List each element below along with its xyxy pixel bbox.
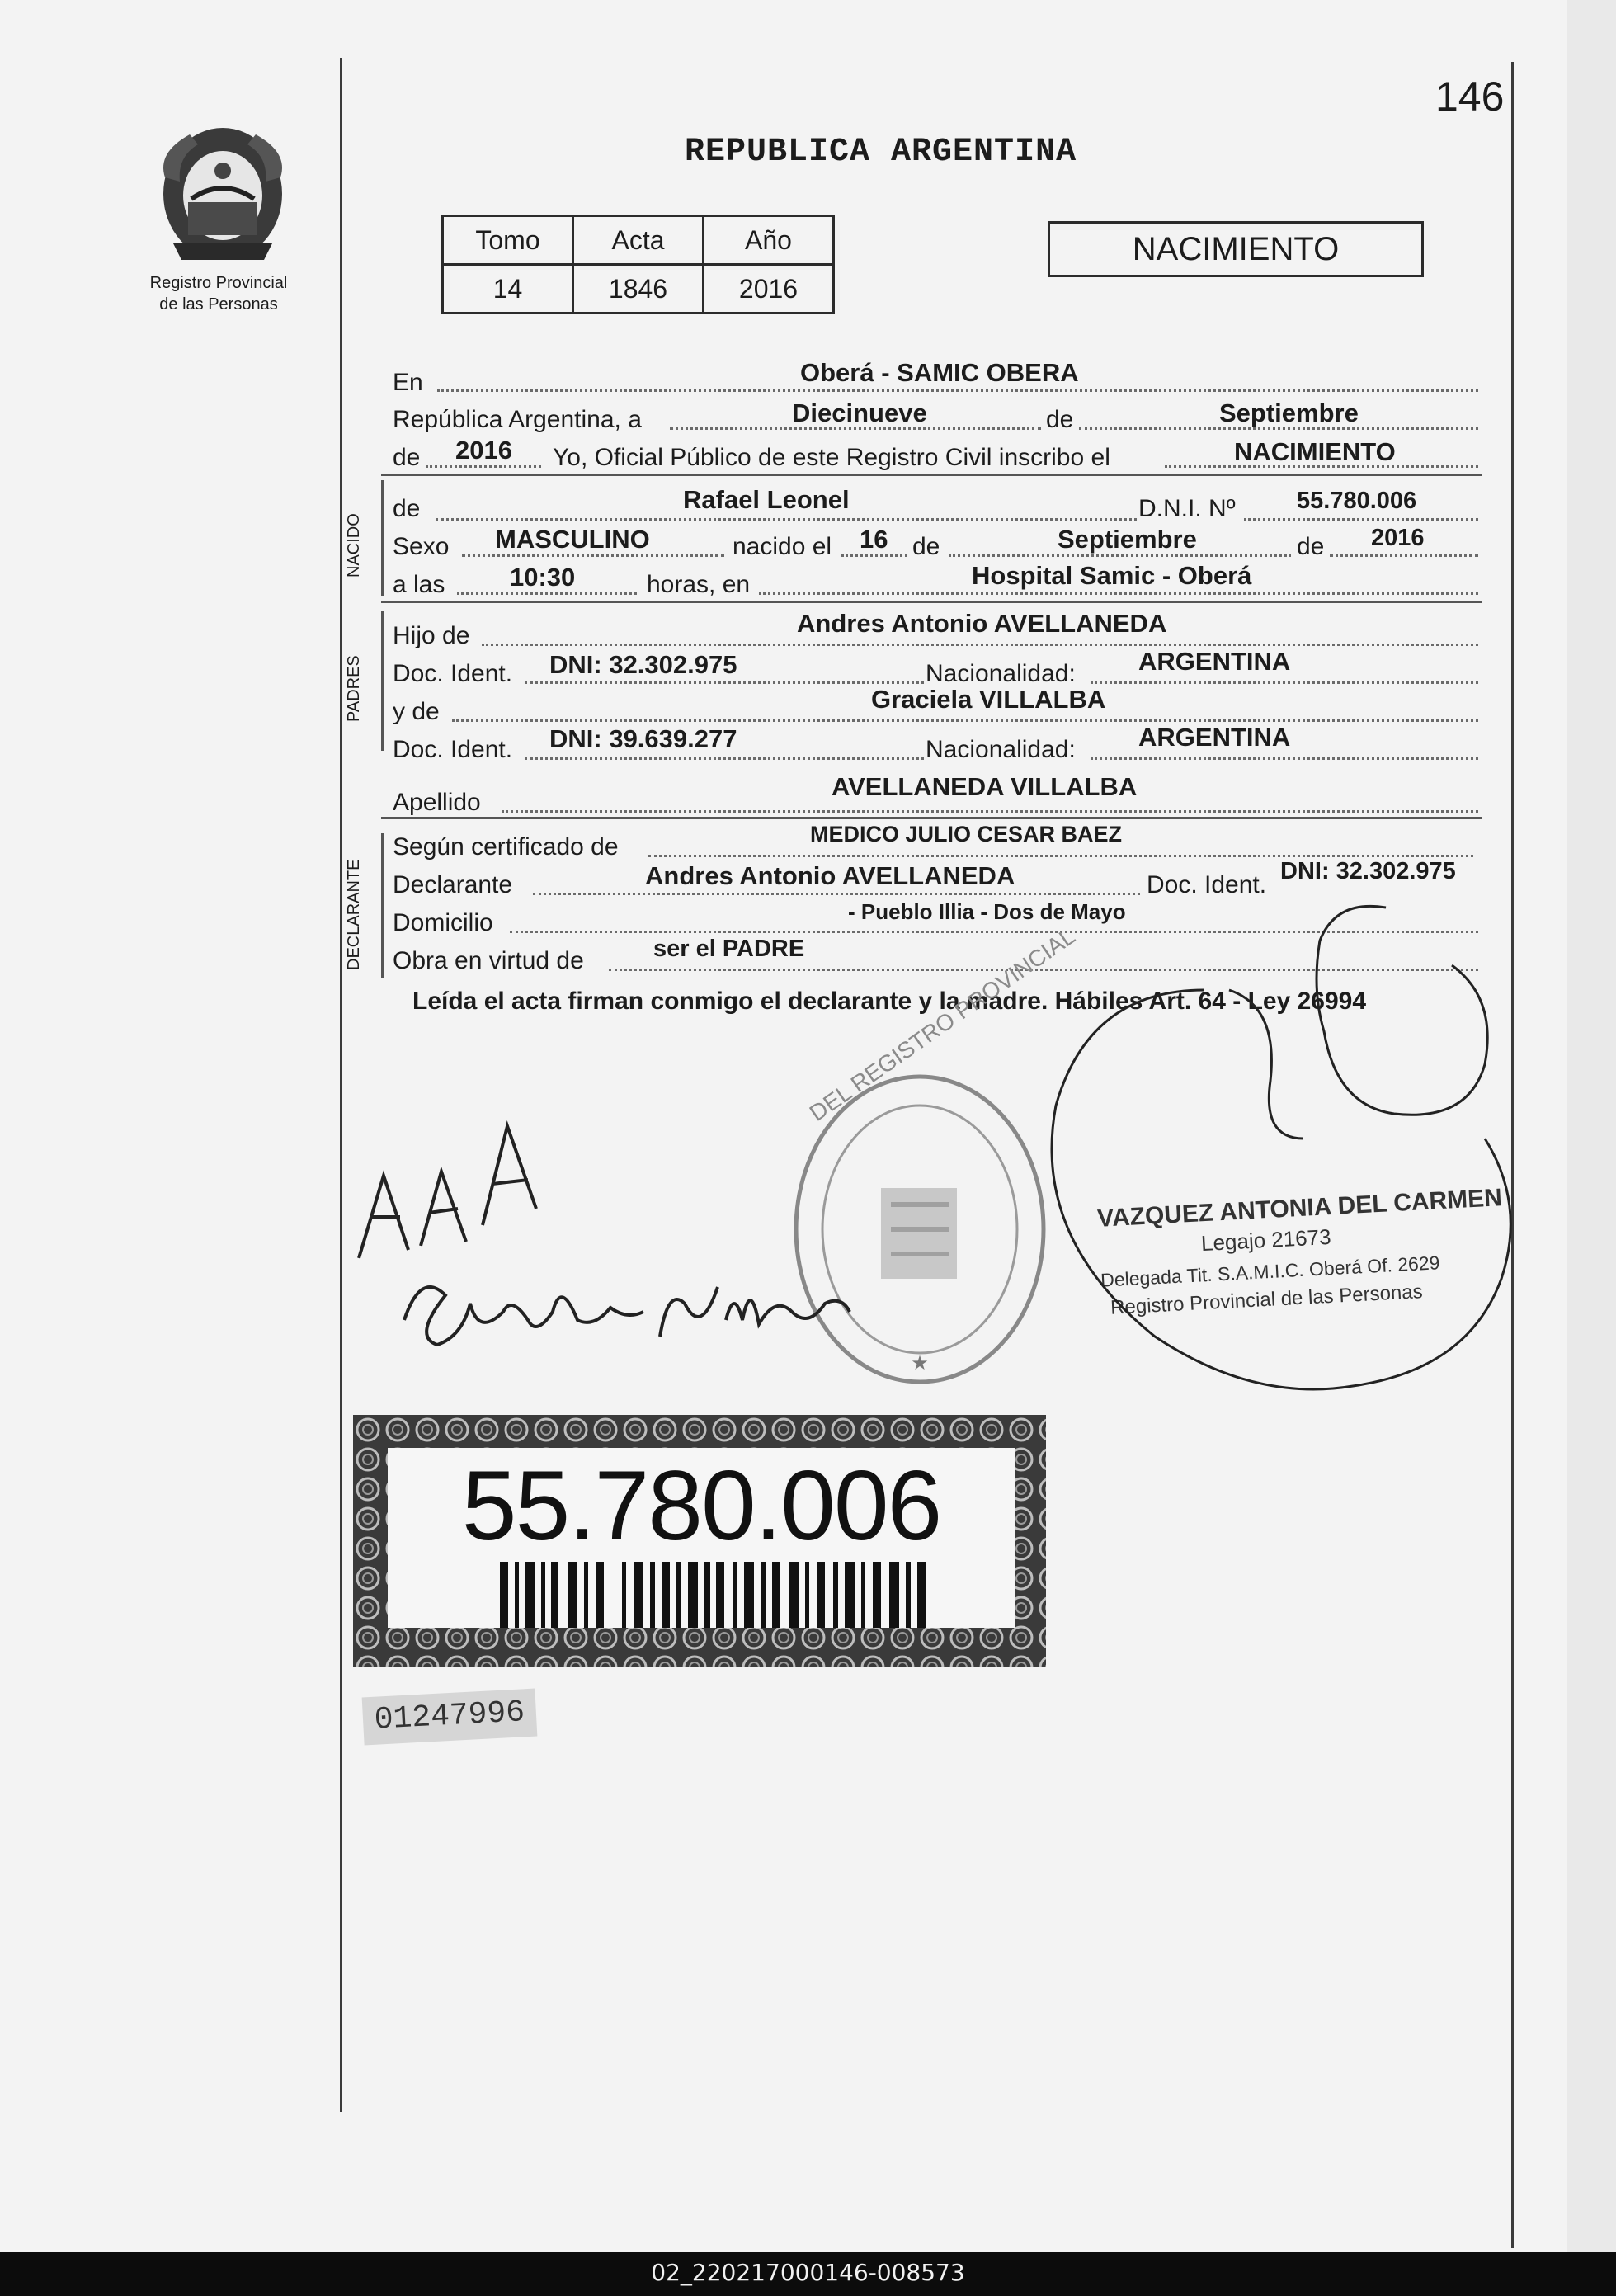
value-acta: 1846 bbox=[573, 265, 704, 314]
official-office: Delegada Tit. S.A.M.I.C. Oberá Of. 2629 bbox=[1100, 1252, 1441, 1291]
separator-line bbox=[381, 474, 1482, 476]
footer-code: 02_220217000146-008573 bbox=[651, 2259, 965, 2286]
label-sexo: Sexo bbox=[393, 533, 450, 560]
dots bbox=[436, 518, 1137, 521]
value-hora: 10:30 bbox=[510, 563, 576, 592]
official-signature-icon bbox=[1039, 891, 1534, 1427]
left-margin-line bbox=[340, 58, 342, 2112]
label-en: En bbox=[393, 369, 423, 396]
dots bbox=[426, 465, 541, 468]
label-apellido: Apellido bbox=[393, 789, 481, 816]
initials-signature-icon bbox=[351, 1110, 565, 1266]
section-bar-nacido bbox=[381, 480, 384, 596]
dots bbox=[1244, 518, 1478, 521]
value-apellido: AVELLANEDA VILLALBA bbox=[832, 772, 1138, 801]
label-dni-n: D.N.I. Nº bbox=[1138, 495, 1236, 522]
official-name: VAZQUEZ ANTONIA DEL CARMEN bbox=[1096, 1184, 1503, 1233]
official-legajo: Legajo 21673 bbox=[1200, 1223, 1332, 1256]
label-oficial: Yo, Oficial Público de este Registro Civil inscribo el bbox=[553, 444, 1110, 471]
label-republica: República Argentina, a bbox=[393, 406, 642, 433]
value-lugar: Oberá - SAMIC OBERA bbox=[800, 358, 1079, 387]
value-madre: Graciela VILLALBA bbox=[871, 685, 1106, 714]
label-declarante: Declarante bbox=[393, 871, 513, 898]
dots bbox=[841, 554, 907, 557]
dni-barcode-sticker bbox=[353, 1415, 1046, 1667]
label-de-nac-mes: de bbox=[912, 533, 940, 560]
header-tomo: Tomo bbox=[443, 216, 573, 265]
value-sexo: MASCULINO bbox=[495, 525, 650, 554]
dots bbox=[648, 855, 1473, 857]
dots bbox=[1091, 681, 1478, 684]
label-a-las: a las bbox=[393, 571, 445, 598]
footer-bar bbox=[0, 2252, 1616, 2296]
label-de-mes: de bbox=[1046, 406, 1074, 433]
barcode-icon bbox=[500, 1562, 929, 1628]
label-obra: Obra en virtud de bbox=[393, 947, 584, 974]
section-bar-padres bbox=[381, 611, 384, 751]
dots bbox=[949, 554, 1291, 557]
registry-line-1: Registro Provincial bbox=[149, 274, 288, 292]
value-nac-mes: Septiembre bbox=[1058, 525, 1197, 554]
value-dni: 55.780.006 bbox=[1297, 488, 1417, 514]
dots bbox=[452, 719, 1478, 722]
value-madre-nac: ARGENTINA bbox=[1138, 723, 1291, 752]
dots bbox=[457, 592, 637, 595]
value-padre: Andres Antonio AVELLANEDA bbox=[797, 609, 1167, 638]
label-horas-en: horas, en bbox=[647, 571, 751, 598]
value-anio: 2016 bbox=[455, 436, 512, 464]
record-table bbox=[441, 215, 835, 314]
separator-line bbox=[381, 601, 1482, 603]
svg-text:★: ★ bbox=[911, 1352, 929, 1374]
label-doc-ident-madre: Doc. Ident. bbox=[393, 736, 513, 763]
dots bbox=[525, 757, 924, 760]
dots bbox=[525, 681, 924, 684]
closing-note: Leída el acta firman conmigo el declarante y la madre. Hábiles Art. 64 - Ley 26994 bbox=[412, 988, 1367, 1015]
label-de-anio: de bbox=[393, 444, 421, 471]
value-obra: ser el PADRE bbox=[653, 936, 805, 962]
dots bbox=[1091, 757, 1478, 760]
label-doc-ident-declarante: Doc. Ident. bbox=[1147, 871, 1267, 898]
value-madre-doc: DNI: 39.639.277 bbox=[549, 724, 737, 753]
svg-text:DEL REGISTRO PROVINCIAL: DEL REGISTRO PROVINCIAL bbox=[804, 922, 1080, 1126]
value-padre-doc: DNI: 32.302.975 bbox=[549, 650, 737, 679]
separator-line bbox=[381, 817, 1482, 819]
dots bbox=[482, 644, 1478, 646]
header-anio: Año bbox=[704, 216, 834, 265]
value-nombre: Rafael Leonel bbox=[683, 485, 850, 514]
page-number: 146 bbox=[1435, 73, 1505, 120]
label-doc-ident-padre: Doc. Ident. bbox=[393, 660, 513, 687]
section-label-nacido: NACIDO bbox=[345, 513, 363, 578]
value-declarante-doc: DNI: 32.302.975 bbox=[1280, 858, 1456, 884]
label-nacionalidad-padre: Nacionalidad: bbox=[926, 660, 1076, 687]
section-label-padres: PADRES bbox=[345, 655, 363, 722]
label-y-de: y de bbox=[393, 698, 440, 725]
label-de-nac-anio: de bbox=[1297, 533, 1325, 560]
label-hijo-de: Hijo de bbox=[393, 622, 470, 649]
mother-signature-icon bbox=[388, 1262, 858, 1361]
section-bar-declarante bbox=[381, 833, 384, 978]
dots bbox=[462, 554, 724, 557]
misiones-coat-of-arms-icon bbox=[140, 120, 305, 268]
dots bbox=[437, 389, 1478, 392]
value-padre-nac: ARGENTINA bbox=[1138, 647, 1291, 676]
label-nacionalidad-madre: Nacionalidad: bbox=[926, 736, 1076, 763]
registry-line-2: de las Personas bbox=[159, 295, 278, 314]
label-de-nombre: de bbox=[393, 495, 421, 522]
dots bbox=[759, 592, 1478, 595]
value-lugar-nac: Hospital Samic - Oberá bbox=[972, 561, 1252, 590]
value-mes: Septiembre bbox=[1219, 398, 1359, 427]
document-title: REPUBLICA ARGENTINA bbox=[685, 134, 1077, 171]
value-declarante: Andres Antonio AVELLANEDA bbox=[645, 861, 1015, 890]
record-type-box: NACIMIENTO bbox=[1048, 221, 1424, 277]
value-nac-dia: 16 bbox=[860, 525, 888, 554]
dots bbox=[1330, 554, 1478, 557]
value-dia: Diecinueve bbox=[792, 398, 927, 427]
registry-name bbox=[107, 272, 330, 315]
value-certificado: MEDICO JULIO CESAR BAEZ bbox=[810, 822, 1123, 846]
barcode-number: 55.780.006 bbox=[461, 1450, 941, 1561]
official-registry: Registro Provincial de las Personas bbox=[1110, 1280, 1424, 1319]
value-domicilio: - Pueblo Illia - Dos de Mayo bbox=[848, 899, 1126, 924]
label-segun: Según certificado de bbox=[393, 833, 619, 860]
serial-number: 01247996 bbox=[362, 1689, 538, 1746]
dots bbox=[502, 810, 1478, 813]
value-tomo: 14 bbox=[443, 265, 573, 314]
value-nac-anio: 2016 bbox=[1371, 525, 1425, 551]
value-anio: 2016 bbox=[704, 265, 834, 314]
label-domicilio: Domicilio bbox=[393, 909, 493, 936]
value-acto: NACIMIENTO bbox=[1234, 437, 1396, 466]
header-acta: Acta bbox=[573, 216, 704, 265]
section-label-declarante: DECLARANTE bbox=[345, 859, 363, 970]
label-nacido-el: nacido el bbox=[733, 533, 832, 560]
